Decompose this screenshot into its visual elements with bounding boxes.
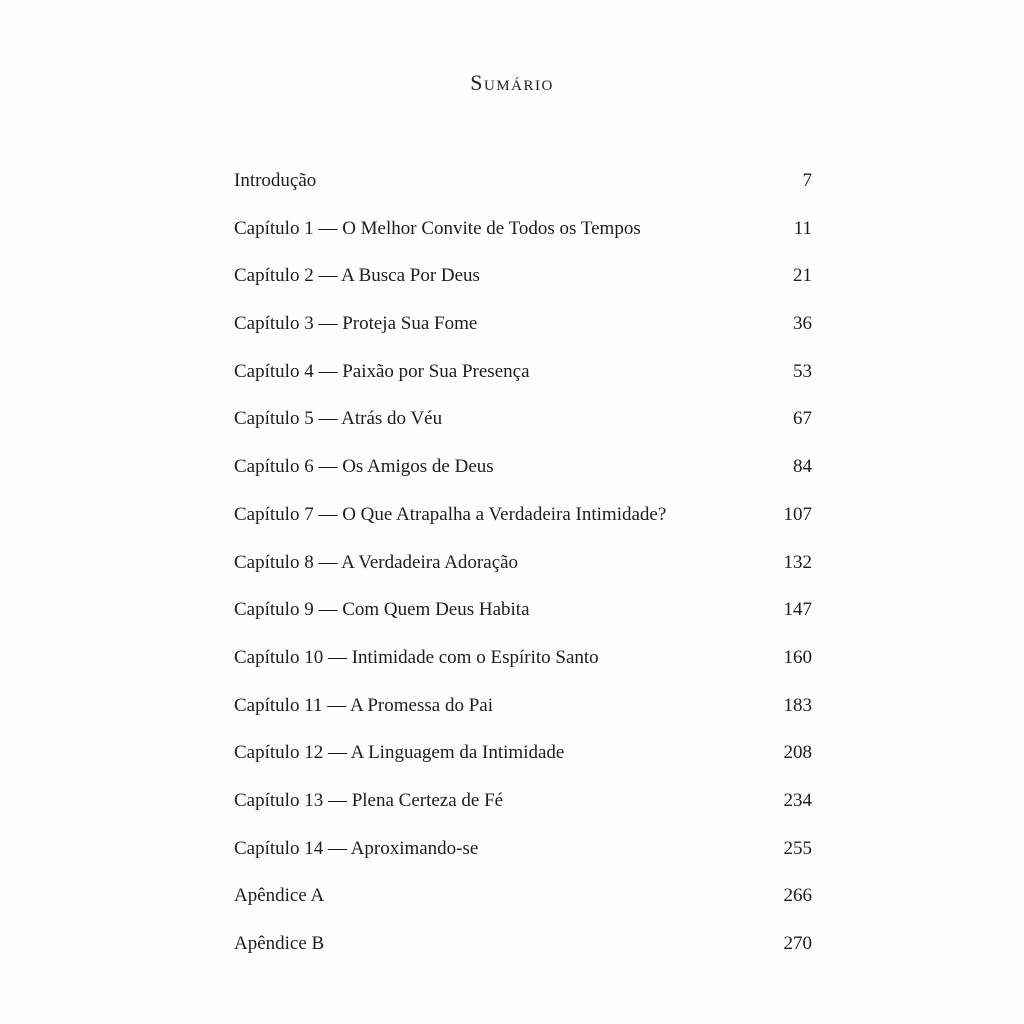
toc-entry-page-number: 67	[793, 408, 812, 430]
toc-entry	[234, 500, 812, 548]
toc-entry-page-number: 21	[793, 265, 812, 287]
toc-entry-label: Capítulo 4 — Paixão por Sua Presença	[234, 360, 530, 382]
toc-entry-page-number: 160	[783, 646, 812, 668]
toc-entry	[234, 595, 812, 643]
toc-entry	[234, 738, 812, 786]
toc-entry-page-number: 183	[783, 694, 812, 716]
toc-entry-page-number: 234	[783, 789, 812, 811]
toc-entry-page-number: 107	[783, 503, 812, 525]
toc-entry	[234, 643, 812, 691]
toc-entry-page-number: 132	[783, 551, 812, 573]
toc-entry	[234, 214, 812, 262]
toc-entry	[234, 548, 812, 596]
toc-entry-label: Capítulo 7 — O Que Atrapalha a Verdadeira Intimidade?	[234, 503, 667, 525]
toc-entry-label: Capítulo 9 — Com Quem Deus Habita	[234, 599, 530, 621]
toc-entry-label: Capítulo 3 — Proteja Sua Fome	[234, 313, 478, 335]
toc-entry-label: Capítulo 11 — A Promessa do Pai	[234, 694, 493, 716]
toc-entry-label: Capítulo 14 — Aproximando-se	[234, 837, 479, 859]
table-of-contents	[234, 166, 812, 977]
toc-entry-page-number: 7	[802, 170, 812, 191]
toc-entry-label: Capítulo 10 — Intimidade com o Espírito Santo	[234, 646, 599, 668]
toc-entry-label: Capítulo 5 — Atrás do Véu	[234, 408, 443, 430]
toc-entry	[234, 786, 812, 834]
toc-entry-page-number: 270	[783, 933, 812, 954]
toc-entry	[234, 929, 812, 977]
toc-entry	[234, 834, 812, 882]
toc-entry-label: Capítulo 6 — Os Amigos de Deus	[234, 456, 494, 478]
toc-entry	[234, 452, 812, 500]
toc-entry-page-number: 147	[783, 599, 812, 621]
toc-entry	[234, 166, 812, 214]
toc-entry-page-number: 266	[783, 885, 812, 907]
toc-entry-page-number: 208	[783, 742, 812, 764]
toc-entry-label: Capítulo 12 — A Linguagem da Intimidade	[234, 742, 565, 764]
toc-entry	[234, 691, 812, 739]
toc-entry-page-number: 53	[793, 360, 812, 382]
toc-entry	[234, 309, 812, 357]
toc-entry	[234, 881, 812, 929]
toc-entry-label: Capítulo 1 — O Melhor Convite de Todos os Tempos	[234, 217, 641, 239]
toc-entry-label: Capítulo 2 — A Busca Por Deus	[234, 265, 480, 287]
toc-entry-label: Capítulo 13 — Plena Certeza de Fé	[234, 789, 504, 811]
toc-entry-label: Introdução	[234, 170, 317, 191]
toc-entry-page-number: 11	[793, 217, 812, 239]
toc-entry	[234, 357, 812, 405]
toc-entry-page-number: 36	[793, 313, 812, 335]
toc-entry-page-number: 255	[783, 837, 812, 859]
page-title: Sumário	[470, 70, 554, 95]
toc-entry-label: Apêndice A	[234, 885, 325, 907]
toc-entry	[234, 261, 812, 309]
toc-entry-label: Apêndice B	[234, 933, 325, 954]
toc-entry-label: Capítulo 8 — A Verdadeira Adoração	[234, 551, 519, 573]
toc-entry-page-number: 84	[793, 456, 812, 478]
toc-entry	[234, 404, 812, 452]
